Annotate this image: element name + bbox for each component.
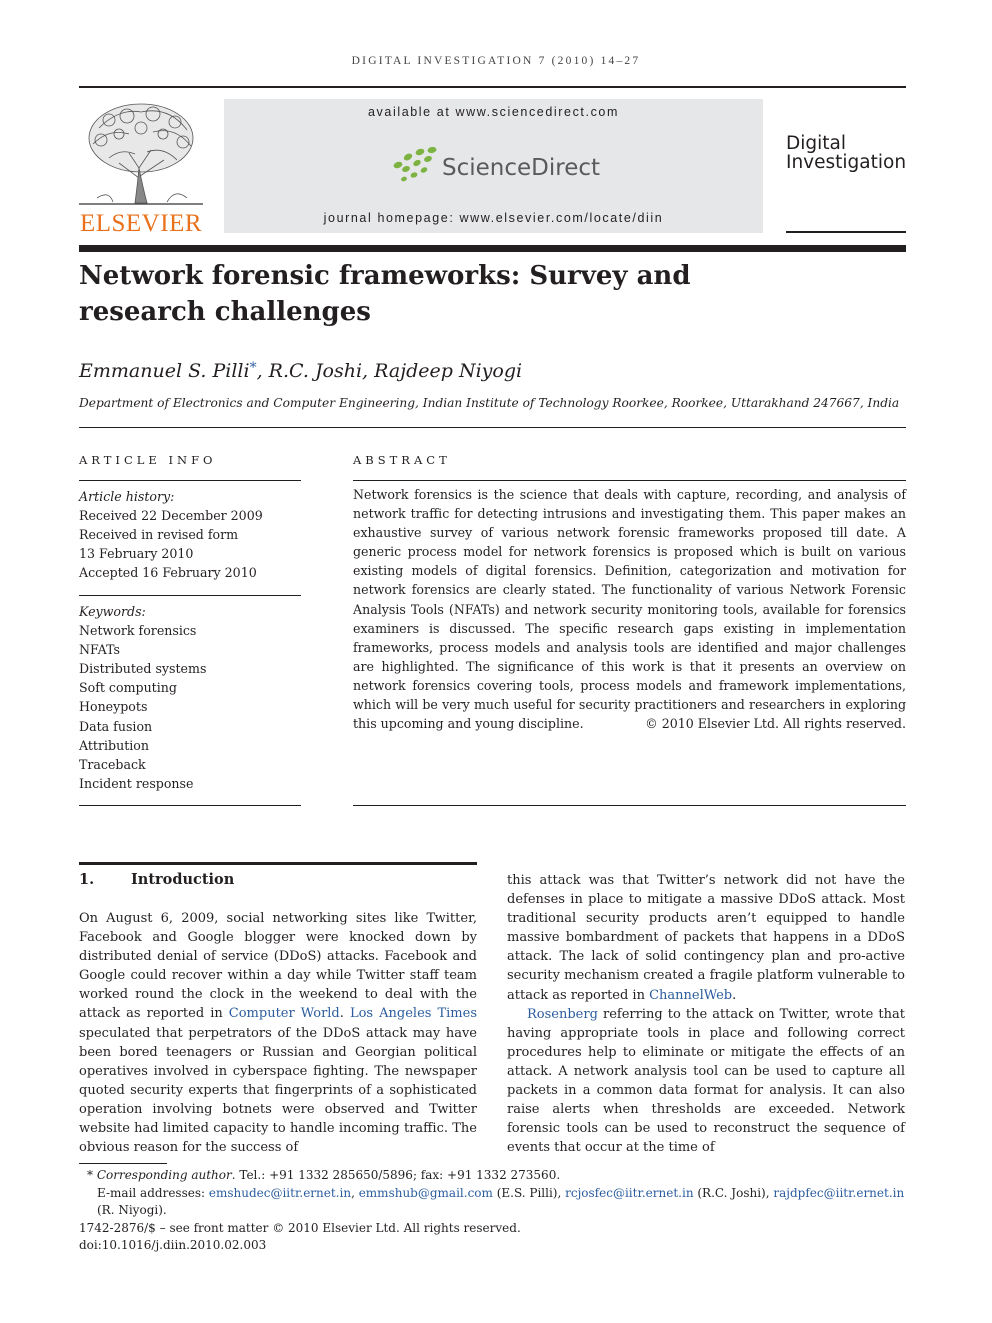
available-at-text[interactable]: available at www.sciencedirect.com — [367, 105, 619, 119]
email-owner: (E.S. Pilli), — [492, 1185, 566, 1200]
header-rule — [79, 86, 906, 88]
keyword: Network forensics — [79, 623, 197, 639]
corresponding-label: Corresponding author — [96, 1168, 232, 1182]
journal-logo-rule-bottom — [786, 231, 906, 233]
keyword: Honeypots — [79, 699, 148, 715]
history-item: Received 22 December 2009 — [79, 508, 263, 524]
sciencedirect-wordmark: ScienceDirect — [442, 155, 600, 181]
link-computer-world[interactable]: Computer World — [228, 1006, 340, 1022]
doi-line[interactable]: doi:10.1016/j.diin.2010.02.003 — [79, 1238, 267, 1252]
article-info-heading: ARTICLE INFO — [79, 453, 217, 467]
link-los-angeles-times[interactable]: Los Angeles Times — [349, 1006, 478, 1022]
section-title: Introduction — [131, 871, 235, 888]
email-owner: (R.C. Joshi), — [693, 1185, 774, 1200]
abstract-heading: ABSTRACT — [353, 453, 451, 467]
footnote-marker: * — [87, 1168, 93, 1182]
keywords-rule — [79, 595, 301, 596]
keyword: Soft computing — [79, 680, 177, 696]
title-line-1: Network forensic frameworks: Survey and — [79, 261, 691, 291]
sciencedirect-banner — [224, 99, 763, 233]
email-link[interactable]: rajdpfec@iitr.ernet.in — [773, 1185, 905, 1200]
article-history-label: Article history: — [79, 489, 175, 504]
body-column-right — [507, 871, 905, 1157]
keyword: Incident response — [79, 775, 194, 791]
abstract-text: Network forensics is the science that deals with capture, recording, and analysis of network traffic for detecting intrusions and investigating them. This paper makes an exhaustive survey of various network forensic frameworks proposed till date. A generic process model for network forensics is proposed which is built on various existing models of digital forensics. Definition, categorization and motivation for network forensics are clearly stated. The functionality of various Network Forensic Analysis Tools (NFATs) and network security monitoring tools, available for forensics examiners is discussed. The specific research gaps existing in implementation frameworks, process models and analysis tools are identified and major challenges are highlighted. The significance of this work is that it presents an overview on network forensics covering tools, process models and framework implementations, which will be very much useful for security practitioners and researchers in exploring this upcoming and young discipline. — [353, 487, 906, 732]
link-rosenberg[interactable]: Rosenberg — [527, 1006, 598, 1022]
keyword: Traceback — [79, 756, 146, 772]
sciencedirect-logo-icon — [390, 145, 600, 185]
keyword: Distributed systems — [79, 661, 207, 677]
issn-line: 1742-2876/$ – see front matter © 2010 Elsevier Ltd. All rights reserved. — [79, 1220, 521, 1235]
email-link[interactable]: emshudec@iitr.ernet.in — [208, 1185, 352, 1200]
history-item: 13 February 2010 — [79, 546, 194, 562]
footnotes — [79, 1167, 906, 1255]
footnote-rule — [79, 1163, 167, 1164]
corresponding-author-note — [79, 1167, 906, 1185]
email-link[interactable]: rcjosfec@iitr.ernet.in — [565, 1185, 694, 1200]
section-number: 1. — [79, 871, 95, 888]
abstract-rule — [353, 480, 906, 481]
email-owner: (R. Niyogi). — [97, 1203, 167, 1217]
affiliation: Department of Electronics and Computer Engineering, Indian Institute of Technology Roorkee, Roorkee, Uttarakhand 247667, India — [79, 396, 900, 410]
keyword: Attribution — [79, 737, 149, 753]
corresponding-author-marker[interactable]: * — [249, 360, 257, 376]
intro-paragraph-2 — [507, 1005, 905, 1158]
author-pilli: Emmanuel S. Pilli — [79, 360, 250, 382]
paragraph-text: referring to the attack on Twitter, wrote that having appropriate tools in place and following correct procedures help to eliminate or mitigate the effects of an attack. A network analysis tool can be used to capture all packets in a common data format for analysis. It can also raise alerts when thresholds are exceeded. Network forensic tools can be used to reconstruct the sequence of events that occur at the time of — [507, 1006, 905, 1156]
article-info-bottom-rule — [79, 805, 301, 806]
paragraph-text: . — [732, 987, 737, 1003]
running-head: DIGITAL INVESTIGATION 7 (2010) 14–27 — [351, 55, 641, 67]
corresponding-contact: . Tel.: +91 1332 285650/5896; fax: +91 1332 273560. — [231, 1168, 561, 1182]
email-label: E-mail addresses: — [97, 1185, 209, 1200]
author-list — [79, 360, 522, 382]
article-history — [79, 487, 301, 582]
email-note — [79, 1185, 906, 1220]
keyword: Data fusion — [79, 718, 153, 734]
separator: , — [351, 1185, 359, 1200]
link-channelweb[interactable]: ChannelWeb — [649, 987, 733, 1003]
intro-rule — [79, 862, 477, 865]
intro-paragraph-1 — [79, 909, 477, 1157]
paragraph-text: On August 6, 2009, social networking sites like Twitter, Facebook and Google blogger were knocked down by distributed denial of service (DDoS) attacks. Facebook and Google could recover within a day while Twitter staff team worked round the clock in the weekend to deal with the attack as reported in — [79, 911, 477, 1022]
author-others: , R.C. Joshi, Rajdeep Niyogi — [256, 360, 523, 382]
journal-logo-line1: Digital — [786, 133, 846, 154]
article-info-rule — [79, 480, 301, 481]
affiliation-rule — [79, 427, 906, 428]
section-heading-introduction — [79, 871, 234, 888]
journal-homepage-text[interactable]: journal homepage: www.elsevier.com/locate/diin — [323, 211, 664, 225]
body-column-left — [79, 909, 477, 1157]
journal-logo — [786, 134, 908, 172]
email-link[interactable]: emmshub@gmail.com — [358, 1185, 493, 1200]
history-item: Received in revised form — [79, 527, 239, 543]
keywords-list — [79, 602, 301, 793]
paragraph-text: this attack was that Twitter’s network did not have the defenses in place to mitigate a massive DDoS attack. Most traditional security products aren’t equipped to handle massive bombardment of packets that happens in a DDoS attack. The lack of solid contingency plan and pro-active security mechanism created a fragile platform vulnerable to attack as reported in — [507, 873, 905, 1003]
abstract-bottom-rule — [353, 805, 906, 806]
abstract-copyright: © 2010 Elsevier Ltd. All rights reserved. — [645, 716, 906, 731]
journal-logo-line2: Investigation — [786, 152, 907, 173]
keyword: NFATs — [79, 642, 121, 658]
title-line-2: research challenges — [79, 297, 371, 327]
paragraph-text: speculated that perpetrators of the DDoS attack may have been bored teenagers or Russian and Georgian political operatives involved in cyberspace fighting. The newspaper quoted security experts that fingerprints of a sophisticated operation involving botnets were observed and Twitter website had limited capacity to handle incoming traffic. The obvious reason for the success of — [79, 1025, 477, 1156]
journal-logo-rule-top — [786, 86, 906, 88]
masthead-thick-rule — [79, 245, 906, 252]
intro-paragraph-1-cont — [507, 871, 905, 1005]
keywords-label: Keywords: — [79, 604, 146, 619]
elsevier-wordmark: ELSEVIER — [79, 210, 203, 237]
article-title — [79, 258, 779, 330]
history-item: Accepted 16 February 2010 — [79, 565, 257, 581]
paragraph-text: . — [339, 1006, 350, 1022]
